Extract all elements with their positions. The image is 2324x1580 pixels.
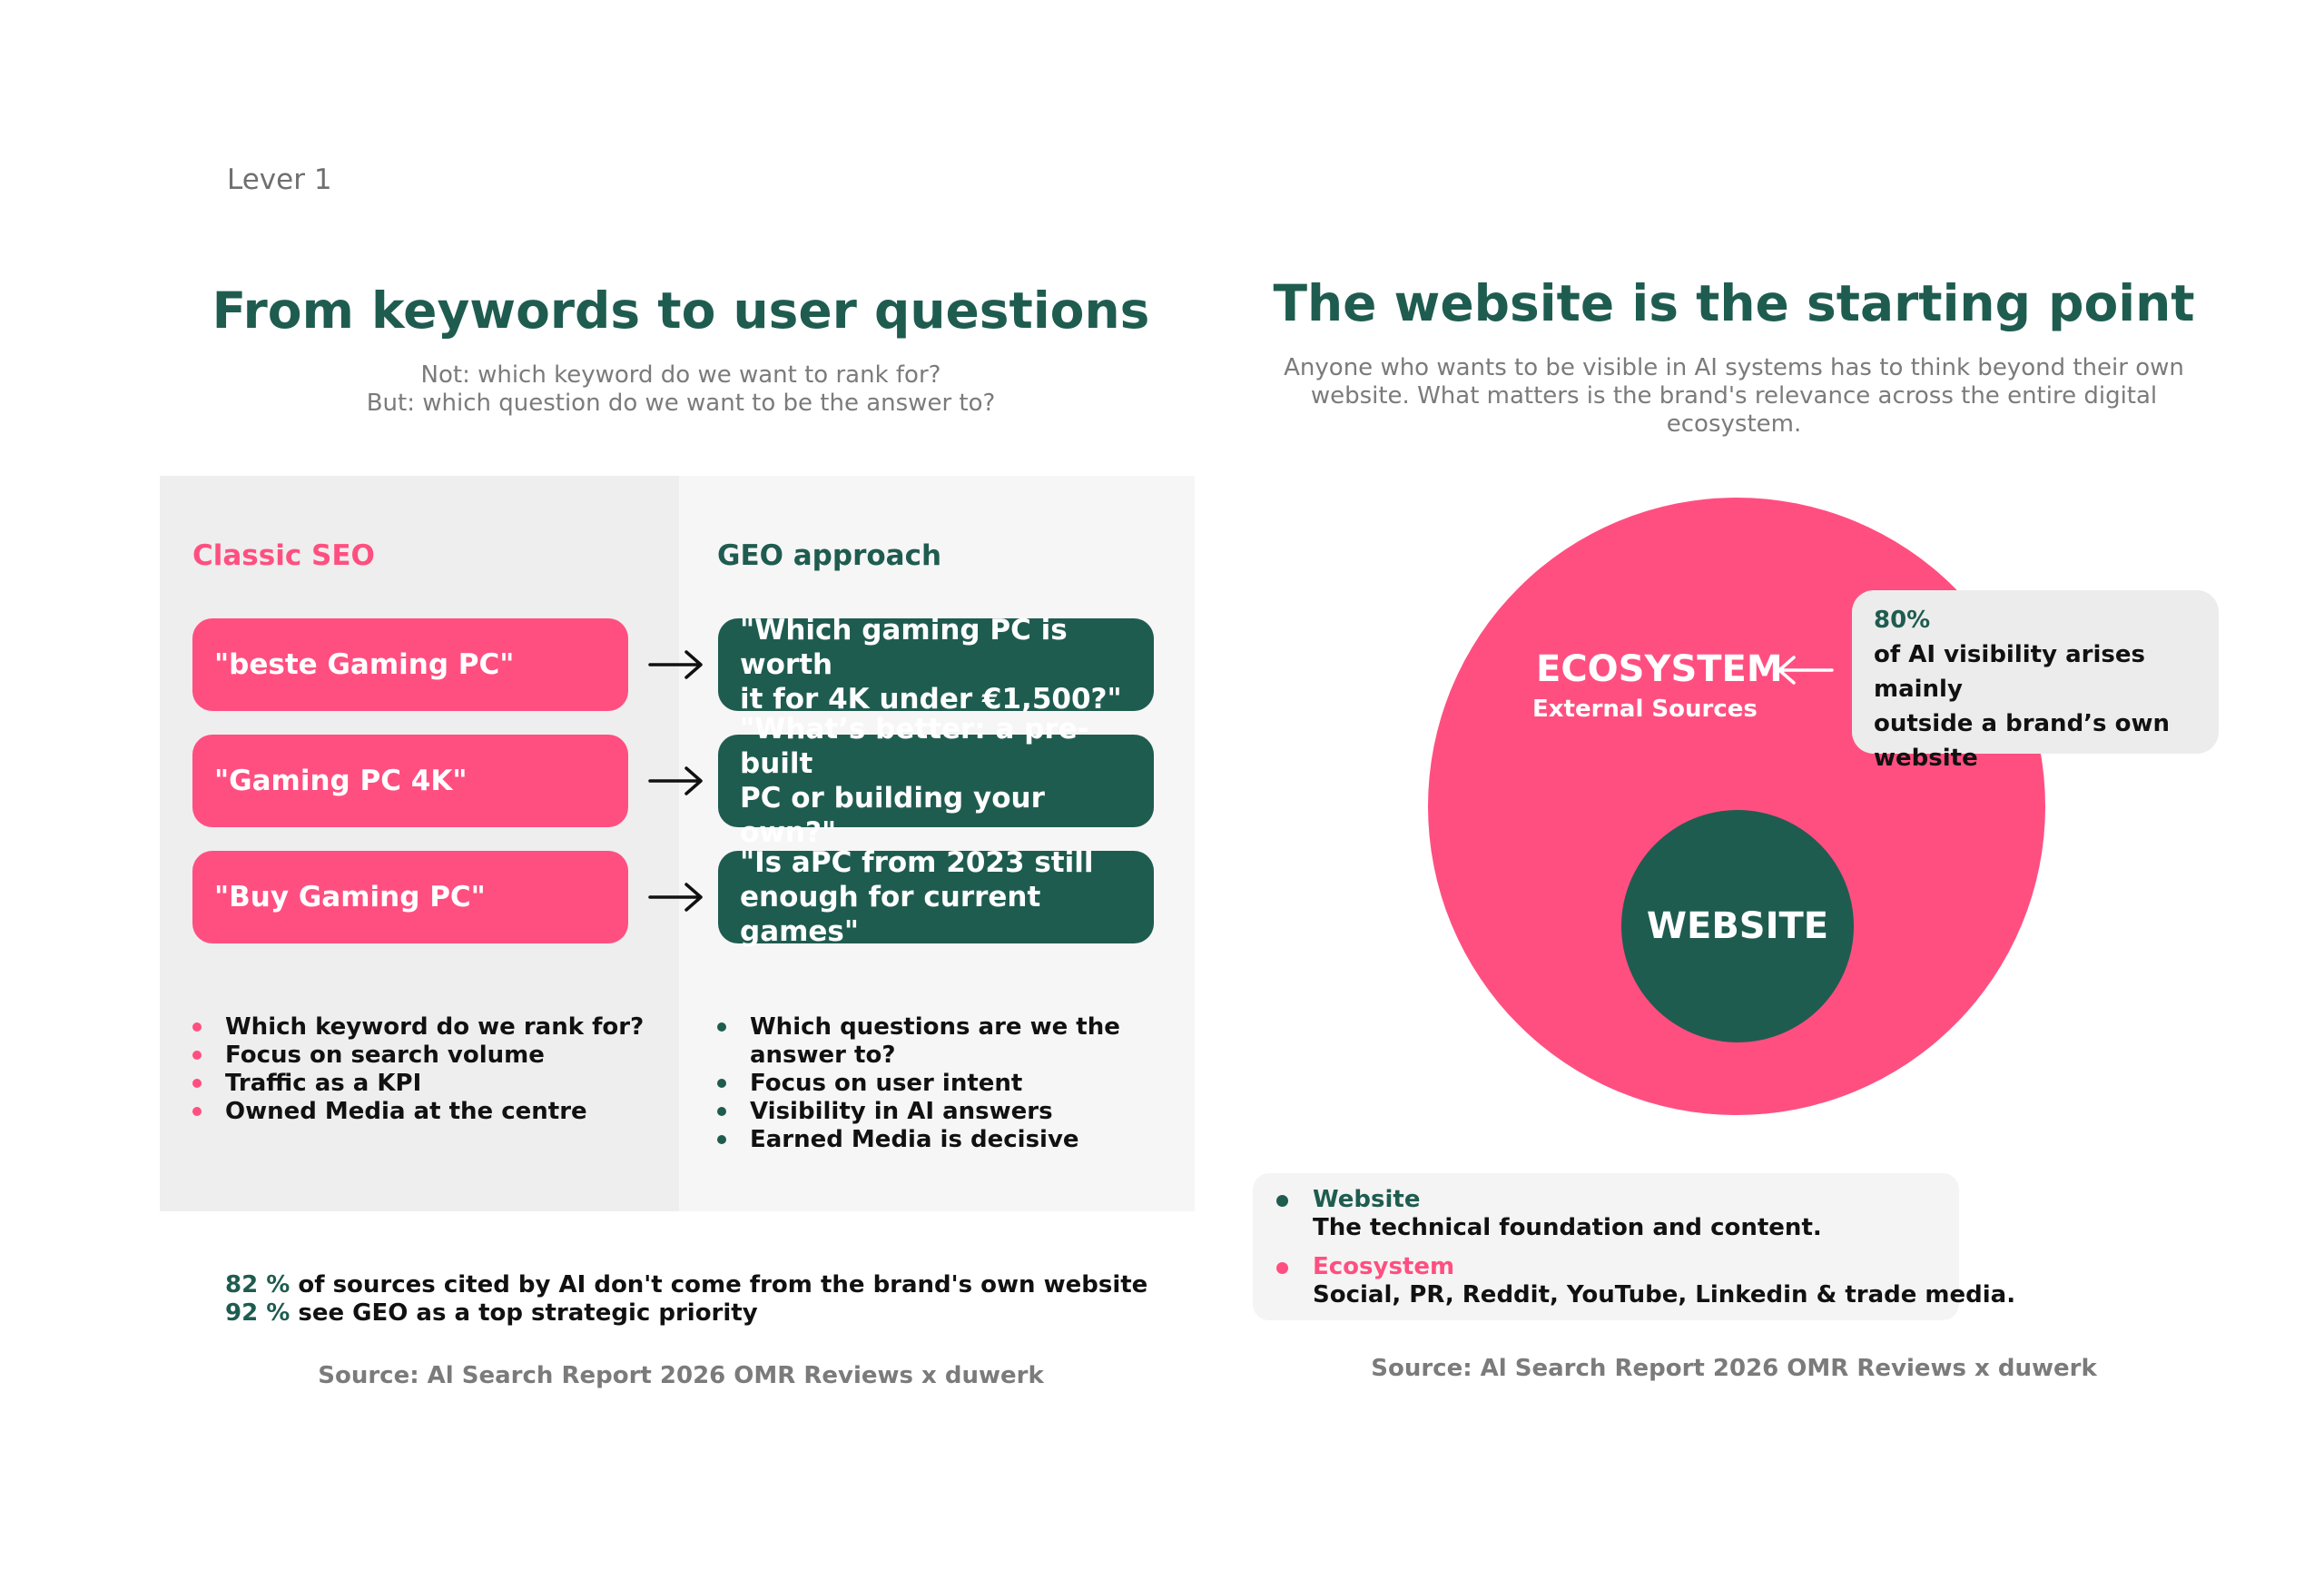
left-subtitle-line: But: which question do we want to be the answer to? bbox=[366, 390, 996, 417]
left-subtitle bbox=[182, 361, 1180, 418]
question-line: enough for current games" bbox=[740, 881, 1041, 948]
legend-desc: Social, PR, Reddit, YouTube, Linkedin & trade media. bbox=[1313, 1281, 2016, 1308]
classic-seo-heading: Classic SEO bbox=[192, 539, 375, 572]
right-subtitle-line: ecosystem. bbox=[1666, 410, 1802, 438]
question-pill bbox=[718, 713, 1154, 849]
left-subtitle-line: Not: which keyword do we want to rank for? bbox=[420, 361, 941, 389]
keyword-text: "beste Gaming PC" bbox=[214, 648, 515, 681]
ecosystem-sublabel: External Sources bbox=[1532, 696, 1758, 723]
callout-percent: 80% bbox=[1874, 607, 1931, 634]
ecosystem-label: ECOSYSTEM bbox=[1536, 648, 1783, 690]
bullet-dot-icon bbox=[717, 1079, 726, 1088]
arrow-left-icon bbox=[1774, 652, 1834, 688]
list-item: Owned Media at the centre bbox=[192, 1098, 646, 1126]
legend-desc: The technical foundation and content. bbox=[1313, 1214, 1822, 1241]
callout-line: of AI visibility arises mainly bbox=[1874, 641, 2145, 703]
bullet-dot-icon bbox=[192, 1079, 202, 1088]
keyword-text: "Gaming PC 4K" bbox=[214, 765, 468, 797]
keyword-text: "Buy Gaming PC" bbox=[214, 881, 486, 913]
bullet-dot-icon bbox=[717, 1022, 726, 1032]
right-title: The website is the starting point bbox=[1273, 274, 2195, 332]
source-note: Source: Al Search Report 2026 OMR Reviews x duwerk bbox=[318, 1362, 1044, 1389]
list-item: Earned Media is decisive bbox=[717, 1126, 1153, 1154]
stat-line: 82 % of sources cited by AI don't come from the brand's own website bbox=[225, 1271, 1148, 1299]
keyword-pill bbox=[192, 618, 628, 711]
question-pill bbox=[718, 614, 1154, 716]
question-line: "What’s better: a pre-built bbox=[740, 713, 1089, 780]
list-item: Traffic as a KPI bbox=[192, 1070, 646, 1098]
keyword-pill bbox=[192, 735, 628, 827]
legend bbox=[1253, 1173, 2016, 1320]
bullet-dot-icon bbox=[192, 1022, 202, 1032]
question-line: PC or building your own?" bbox=[740, 782, 1045, 849]
callout-line: outside a brand’s own bbox=[1874, 710, 2170, 737]
right-subtitle bbox=[1257, 354, 2211, 439]
stats-block bbox=[225, 1271, 1147, 1328]
question-line: it for 4K under €1,500?" bbox=[740, 683, 1122, 716]
arrow-right-icon bbox=[648, 763, 704, 799]
visibility-callout bbox=[1852, 590, 2219, 772]
website-label: WEBSITE bbox=[1646, 905, 1829, 947]
keyword-pill bbox=[192, 851, 628, 943]
arrow-right-icon bbox=[648, 879, 704, 915]
bullet-dot-icon bbox=[192, 1107, 202, 1116]
arrow-right-icon bbox=[648, 647, 704, 683]
source-note: Source: Al Search Report 2026 OMR Reviews x duwerk bbox=[1371, 1355, 2097, 1382]
bullet-dot-icon bbox=[1276, 1195, 1288, 1207]
bullet-dot-icon bbox=[717, 1135, 726, 1144]
left-title: From keywords to user questions bbox=[212, 281, 1150, 340]
question-line: "Is aPC from 2023 still bbox=[740, 846, 1094, 879]
list-item: Focus on user intent bbox=[717, 1070, 1153, 1098]
question-line: "Which gaming PC is worth bbox=[740, 614, 1068, 681]
callout-line: website bbox=[1874, 745, 1978, 772]
geo-approach-heading: GEO approach bbox=[717, 539, 942, 572]
legend-name: Ecosystem bbox=[1313, 1253, 1455, 1280]
bullet-dot-icon bbox=[717, 1107, 726, 1116]
right-subtitle-line: website. What matters is the brand's relevance across the entire digital bbox=[1310, 382, 2158, 410]
stat-line: 92 % see GEO as a top strategic priority bbox=[225, 1299, 758, 1327]
list-item: Which questions are we the answer to? bbox=[717, 1013, 1153, 1070]
question-pill bbox=[718, 846, 1154, 948]
classic-seo-bullets bbox=[192, 1013, 646, 1126]
website-circle bbox=[1621, 810, 1854, 1042]
list-item: Focus on search volume bbox=[192, 1042, 646, 1070]
geo-approach-bullets bbox=[717, 1013, 1153, 1154]
list-item: Which keyword do we rank for? bbox=[192, 1013, 646, 1042]
lever-label: Lever 1 bbox=[227, 163, 332, 196]
bullet-dot-icon bbox=[1276, 1262, 1288, 1274]
bullet-dot-icon bbox=[192, 1051, 202, 1060]
list-item: Visibility in AI answers bbox=[717, 1098, 1153, 1126]
legend-name: Website bbox=[1313, 1186, 1421, 1213]
right-subtitle-line: Anyone who wants to be visible in AI systems has to think beyond their own bbox=[1284, 354, 2184, 381]
